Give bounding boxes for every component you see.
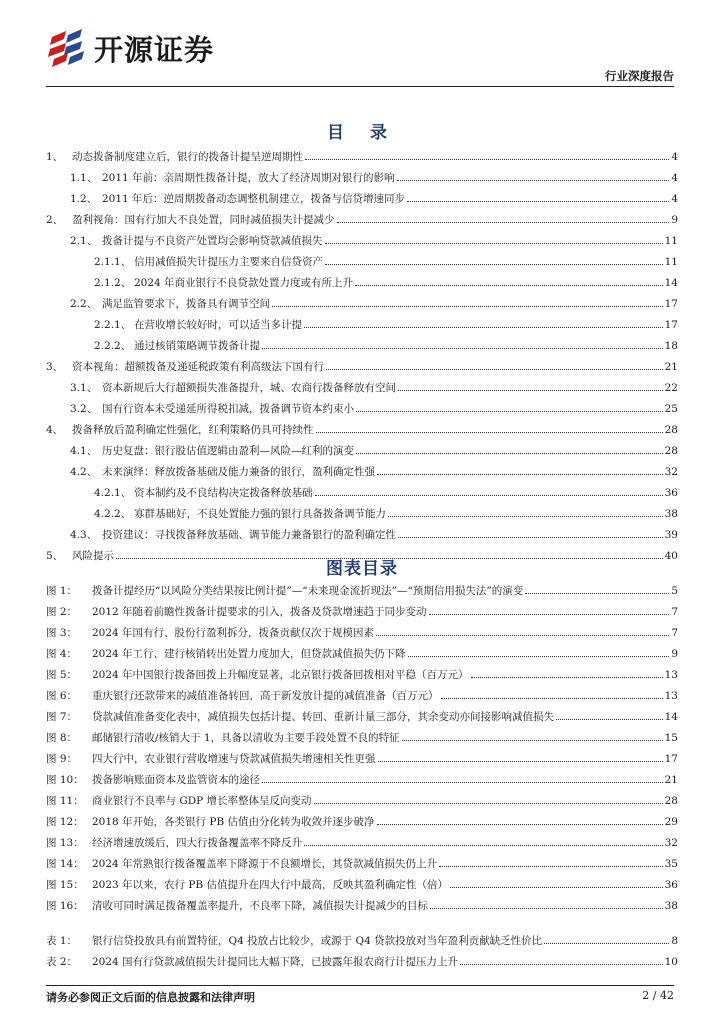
toc-page: 25 bbox=[664, 402, 678, 415]
dot-leader bbox=[355, 285, 663, 286]
figure-page: 17 bbox=[664, 752, 678, 765]
figure-entry[interactable] bbox=[46, 853, 678, 874]
figure-page: 7 bbox=[671, 605, 678, 618]
toc-number: 2.1.1、 bbox=[94, 256, 132, 268]
toc-text: 资本制约及不良结构决定拨备释放基础 bbox=[134, 487, 313, 499]
figure-page: 13 bbox=[664, 668, 678, 681]
footer-disclaimer: 请务必参阅正文后面的信息披露和法律声明 bbox=[46, 991, 255, 1004]
figure-number: 图 1： bbox=[46, 585, 78, 597]
table-number: 表 2： bbox=[46, 956, 78, 968]
figure-page: 13 bbox=[664, 689, 678, 702]
toc-text: 通过核销策略调节拨备计提 bbox=[134, 340, 260, 352]
toc-page: 4 bbox=[671, 171, 678, 184]
figure-list bbox=[46, 580, 678, 972]
toc-page: 22 bbox=[664, 381, 678, 394]
toc-page: 9 bbox=[671, 213, 678, 226]
figure-page: 36 bbox=[664, 878, 678, 891]
toc-entry[interactable] bbox=[46, 230, 678, 251]
figure-page: 21 bbox=[664, 773, 678, 786]
toc-number: 4.2、 bbox=[70, 466, 98, 478]
toc-page: 4 bbox=[671, 192, 678, 205]
toc-entry[interactable] bbox=[46, 482, 678, 503]
figure-number: 图 16： bbox=[46, 900, 84, 912]
figure-entry[interactable] bbox=[46, 580, 678, 601]
figure-entry[interactable] bbox=[46, 790, 678, 811]
figure-text: 2023 年以来，农行 PB 估值提升在四大行中最高，反映其盈利确定性（倍） bbox=[92, 879, 449, 891]
toc-entry[interactable] bbox=[46, 440, 678, 461]
toc-entry[interactable] bbox=[46, 209, 678, 230]
dot-leader bbox=[525, 593, 669, 594]
dot-leader bbox=[398, 537, 663, 538]
toc-entry[interactable] bbox=[46, 524, 678, 545]
toc-entry[interactable] bbox=[46, 251, 678, 272]
figure-text: 清收可同时满足拨备覆盖率提升，不良率下降，减值损失计提减少的目标 bbox=[92, 900, 428, 912]
toc-page: 40 bbox=[664, 549, 678, 562]
toc-entry[interactable] bbox=[46, 356, 678, 377]
toc-entry[interactable] bbox=[46, 293, 678, 314]
toc-number: 5、 bbox=[46, 550, 64, 562]
toc-list bbox=[46, 146, 678, 566]
figure-number: 图 7： bbox=[46, 711, 78, 723]
figure-entry[interactable] bbox=[46, 727, 678, 748]
figure-number: 图 14： bbox=[46, 858, 84, 870]
figure-page: 29 bbox=[664, 815, 678, 828]
company-logo bbox=[46, 28, 214, 69]
figure-entry[interactable] bbox=[46, 685, 678, 706]
figure-entry[interactable] bbox=[46, 832, 678, 853]
figure-entry[interactable] bbox=[46, 748, 678, 769]
toc-page: 11 bbox=[664, 234, 678, 247]
figure-number: 图 9： bbox=[46, 753, 78, 765]
table-page: 10 bbox=[664, 955, 678, 968]
toc-number: 1.2、 bbox=[70, 193, 98, 205]
dot-leader bbox=[316, 432, 663, 433]
figure-number: 图 3： bbox=[46, 627, 78, 639]
page-number: 2 / 42 bbox=[642, 989, 674, 1002]
dot-leader bbox=[304, 327, 663, 328]
dot-leader bbox=[272, 306, 663, 307]
toc-entry[interactable] bbox=[46, 377, 678, 398]
report-type-label: 行业深度报告 bbox=[605, 69, 674, 83]
figure-entry[interactable] bbox=[46, 601, 678, 622]
figure-text: 经济增速放缓后，四大行拨备覆盖率不降反升 bbox=[92, 837, 302, 849]
toc-text: 资本视角：超额拨备及递延税政策有利高级法下国有行 bbox=[72, 361, 324, 373]
toc-entry[interactable] bbox=[46, 272, 678, 293]
toc-entry[interactable] bbox=[46, 146, 678, 167]
figure-entry[interactable] bbox=[46, 895, 678, 916]
toc-page: 18 bbox=[664, 339, 678, 352]
figure-page: 32 bbox=[664, 836, 678, 849]
figure-number: 图 6： bbox=[46, 690, 78, 702]
toc-text: 2011 年后：逆周期拨备动态调整机制建立，拨备与信贷增速同步 bbox=[102, 193, 406, 205]
figure-entry[interactable] bbox=[46, 664, 678, 685]
toc-number: 4、 bbox=[46, 424, 64, 436]
toc-text: 盈利视角：国有行加大不良处置，同时减值损失计提减少 bbox=[72, 214, 335, 226]
dot-leader bbox=[356, 411, 663, 412]
toc-number: 1.1、 bbox=[70, 172, 98, 184]
figure-page: 14 bbox=[664, 710, 678, 723]
toc-page: 14 bbox=[664, 276, 678, 289]
toc-text: 未来演绎：释放拨备基础及能力兼备的银行，盈利确定性强 bbox=[102, 466, 375, 478]
toc-number: 2.2.2、 bbox=[94, 340, 132, 352]
toc-text: 国有行资本未受递延所得税扣减，拨备调节资本约束小 bbox=[102, 403, 354, 415]
toc-number: 3、 bbox=[46, 361, 64, 373]
toc-text: 风险提示 bbox=[72, 550, 114, 562]
dot-leader bbox=[315, 495, 663, 496]
figure-number: 图 11： bbox=[46, 795, 84, 807]
figure-page: 38 bbox=[664, 899, 678, 912]
toc-text: 2011 年前：亲周期性拨备计提，放大了经济周期对银行的影响 bbox=[102, 172, 395, 184]
toc-text: 信用减值损失计提压力主要来自信贷资产 bbox=[134, 256, 323, 268]
toc-page: 32 bbox=[664, 465, 678, 478]
toc-entry[interactable] bbox=[46, 419, 678, 440]
toc-text: 拨备释放后盈利确定性强化，红利策略仍具可持续性 bbox=[72, 424, 314, 436]
toc-number: 4.2.2、 bbox=[94, 508, 132, 520]
dot-leader bbox=[305, 159, 669, 160]
figure-page: 9 bbox=[671, 647, 678, 660]
logo-mark-icon bbox=[46, 29, 86, 69]
dot-leader bbox=[325, 243, 663, 244]
figure-number: 图 12： bbox=[46, 816, 84, 828]
figure-text: 拨备计提经历“以风险分类结果按比例计提”—“未来现金流折现法”—“预期信用损失法”的演变 bbox=[92, 585, 524, 597]
header-divider bbox=[46, 86, 674, 87]
figure-entry[interactable] bbox=[46, 769, 678, 790]
dot-leader bbox=[407, 201, 669, 202]
toc-text: 寡群基础好，不良处置能力强的银行具备拨备调节能力 bbox=[134, 508, 386, 520]
figure-number: 图 8： bbox=[46, 732, 78, 744]
figure-page: 15 bbox=[664, 731, 678, 744]
figure-number: 图 10： bbox=[46, 774, 84, 786]
figure-page: 5 bbox=[671, 584, 678, 597]
toc-text: 满足监管要求下，拨备具有调节空间 bbox=[102, 298, 270, 310]
toc-number: 2、 bbox=[46, 214, 64, 226]
figure-list-title: 图表目录 bbox=[326, 559, 398, 579]
dot-leader bbox=[337, 222, 670, 223]
dot-leader bbox=[450, 887, 663, 888]
dot-leader bbox=[429, 614, 670, 615]
dot-leader bbox=[326, 369, 663, 370]
figure-text: 2012 年随着前瞻性拨备计提要求的引入，拨备及贷款增速趋于同步变动 bbox=[92, 606, 427, 618]
toc-title: 目 录 bbox=[327, 123, 397, 143]
toc-page: 17 bbox=[664, 297, 678, 310]
toc-number: 4.1、 bbox=[70, 445, 98, 457]
toc-text: 动态拨备制度建立后，银行的拨备计提呈逆周期性 bbox=[72, 151, 303, 163]
figure-page: 35 bbox=[664, 857, 678, 870]
figure-number: 图 4： bbox=[46, 648, 78, 660]
toc-entry[interactable] bbox=[46, 335, 678, 356]
figure-text: 重庆银行还款带来的减值准备转回，高于新发放计提的减值准备（百万元） bbox=[92, 690, 439, 702]
figure-text: 2024 年国有行、股份行盈利拆分，拨备贡献仅次于规模因素 bbox=[92, 627, 375, 639]
toc-number: 2.2.1、 bbox=[94, 319, 132, 331]
dot-leader bbox=[556, 719, 663, 720]
table-text: 2024 国有行贷款减值损失计提同比大幅下降，已披露年报农商行计提压力上升 bbox=[92, 956, 459, 968]
dot-leader bbox=[376, 635, 669, 636]
table-page: 8 bbox=[671, 934, 678, 947]
toc-page: 4 bbox=[671, 150, 678, 163]
toc-text: 2024 年商业银行不良贷款处置力度或有所上升 bbox=[134, 277, 354, 289]
figure-text: 2024 年工行、建行核销转出处置力度加大，但贷款减值损失仍下降 bbox=[92, 648, 406, 660]
dot-leader bbox=[408, 656, 670, 657]
figure-entry[interactable] bbox=[46, 811, 678, 832]
toc-number: 3.1、 bbox=[70, 382, 98, 394]
toc-entry[interactable] bbox=[46, 461, 678, 482]
dot-leader bbox=[441, 698, 663, 699]
figure-text: 贷款减值准备变化表中，减值损失包括计提、转回、重新计量三部分，其余变动亦间接影响减值损失 bbox=[92, 711, 554, 723]
dot-leader bbox=[439, 866, 663, 867]
toc-number: 4.3、 bbox=[70, 529, 98, 541]
toc-text: 在营收增长较好时，可以适当多计提 bbox=[134, 319, 302, 331]
dot-leader bbox=[397, 180, 670, 181]
toc-entry[interactable] bbox=[46, 398, 678, 419]
toc-entry[interactable] bbox=[46, 314, 678, 335]
dot-leader bbox=[356, 453, 663, 454]
figure-text: 四大行中，农业银行营收增速与贷款减值损失增速相关性更强 bbox=[92, 753, 376, 765]
figure-text: 2024 年常熟银行拨备覆盖率下降源于不良额增长，其贷款减值损失仍上升 bbox=[92, 858, 438, 870]
figure-entry[interactable] bbox=[46, 622, 678, 643]
dot-leader bbox=[377, 824, 663, 825]
logo-text: 开源证券 bbox=[94, 33, 215, 67]
dot-leader bbox=[430, 908, 663, 909]
figure-text: 邮储银行清收/核销大于 1，具备以清收为主要手段处置不良的特征 bbox=[92, 732, 400, 744]
toc-page: 39 bbox=[664, 528, 678, 541]
figure-number: 图 2： bbox=[46, 606, 78, 618]
figure-page: 28 bbox=[664, 794, 678, 807]
toc-text: 资本新规后大行超额损失准备提升，城、农商行拨备释放有空间 bbox=[102, 382, 396, 394]
figure-number: 图 5： bbox=[46, 669, 78, 681]
figure-text: 拨备影响账面资本及监管资本的途径 bbox=[92, 774, 260, 786]
table-text: 银行信贷投放具有前置特征，Q4 投放占比较少，或源于 Q4 贷款投放对当年盈利贡献缺乏性价比 bbox=[92, 935, 543, 947]
figure-number: 图 13： bbox=[46, 837, 84, 849]
toc-number: 4.2.1、 bbox=[94, 487, 132, 499]
figure-entry[interactable] bbox=[46, 706, 678, 727]
toc-page: 17 bbox=[664, 318, 678, 331]
toc-number: 1、 bbox=[46, 151, 64, 163]
dot-leader bbox=[398, 390, 663, 391]
footer-divider bbox=[46, 985, 674, 986]
table-entry[interactable] bbox=[46, 930, 678, 951]
dot-leader bbox=[314, 803, 663, 804]
dot-leader bbox=[388, 516, 663, 517]
toc-entry[interactable] bbox=[46, 167, 678, 188]
dot-leader bbox=[471, 677, 663, 678]
dot-leader bbox=[378, 761, 663, 762]
toc-entry[interactable] bbox=[46, 188, 678, 209]
figure-entry[interactable] bbox=[46, 874, 678, 895]
toc-page: 28 bbox=[664, 444, 678, 457]
toc-text: 历史复盘：银行股估值逻辑由盈利—风险—红利的演变 bbox=[102, 445, 354, 457]
figure-text: 2024 年中国银行拨备回拨上升幅度显著，北京银行拨备回拨相对平稳（百万元） bbox=[92, 669, 469, 681]
figure-page: 7 bbox=[671, 626, 678, 639]
dot-leader bbox=[544, 943, 669, 944]
toc-number: 3.2、 bbox=[70, 403, 98, 415]
toc-page: 38 bbox=[664, 507, 678, 520]
toc-text: 拨备计提与不良资产处置均会影响贷款减值损失 bbox=[102, 235, 323, 247]
figure-text: 2018 年开始，各类银行 PB 估值由分化转为收敛并逐步破净 bbox=[92, 816, 375, 828]
toc-entry[interactable] bbox=[46, 503, 678, 524]
dot-leader bbox=[460, 964, 663, 965]
toc-page: 21 bbox=[664, 360, 678, 373]
dot-leader bbox=[262, 782, 663, 783]
figure-entry[interactable] bbox=[46, 643, 678, 664]
table-entry[interactable] bbox=[46, 951, 678, 972]
list-gap bbox=[46, 916, 678, 930]
toc-number: 2.1.2、 bbox=[94, 277, 132, 289]
dot-leader bbox=[304, 845, 663, 846]
dot-leader bbox=[377, 474, 663, 475]
figure-number: 图 15： bbox=[46, 879, 84, 891]
figure-text: 商业银行不良率与 GDP 增长率整体呈反向变动 bbox=[92, 795, 312, 807]
toc-page: 28 bbox=[664, 423, 678, 436]
dot-leader bbox=[402, 740, 663, 741]
toc-text: 投资建议：寻找拨备释放基础、调节能力兼备银行的盈利确定性 bbox=[102, 529, 396, 541]
table-number: 表 1： bbox=[46, 935, 78, 947]
toc-number: 2.1、 bbox=[70, 235, 98, 247]
toc-page: 36 bbox=[664, 486, 678, 499]
dot-leader bbox=[325, 264, 663, 265]
toc-number: 2.2、 bbox=[70, 298, 98, 310]
dot-leader bbox=[262, 348, 663, 349]
toc-page: 11 bbox=[664, 255, 678, 268]
